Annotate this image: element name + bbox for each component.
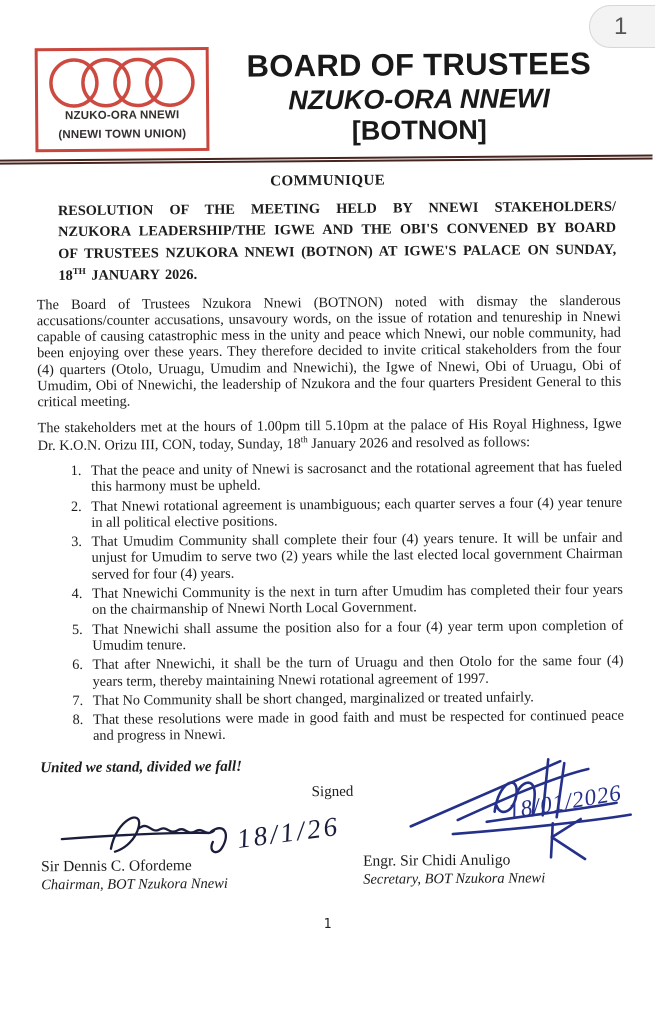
secretary-signature-block — [362, 779, 655, 888]
signed-label: Signed — [311, 783, 354, 800]
chairman-name: Sir Dennis C. Ofordeme — [41, 856, 192, 875]
page-number: 1 — [323, 917, 332, 932]
paragraph2-text: The stakeholders met at the hours of 1.00pm till 5.10pm at the palace of His Royal Highness, Igwe Dr. K.O.N. Orizu III, CON, today, Sunday, 18 — [37, 415, 622, 454]
resolution-item: 7. That No Community shall be short changed, marginalized or treated unfairly. — [87, 689, 624, 710]
chairman-signature-image — [59, 803, 254, 857]
resolution-item: 5. That Nnewichi shall assume the position also for a four (4) year term upon completion of Umudim tenure. — [86, 617, 623, 654]
body-paragraph-1: The Board of Trustees Nzukora Nnewi (BOTNON) noted with dismay the slanderous accusations/counter accusations, unsavoury words, on the issue of rotation and tenureship in Nnewi capable of causing catastrophic mess in the unity and peace which Nnewi, our noble community, had been enjoying over these years. They therefore decided to invite critical stakeholders from the four (4) quarters (Otolo, Uruagu, Umudim and Nnewichi), the Igwe of Nnewi, Obi of Uruagu, Obi of Umudim, Obi of Nnewichi, the leadership of Nzukora and the four quarters President General to this critical meeting. — [36, 292, 622, 411]
paragraph2-ordinal-suffix: th — [300, 434, 308, 445]
resolution-item: 1. That the peace and unity of Nnewi is sacrosanct and the rotational agreement that has fueled this harmony must be upheld. — [85, 459, 622, 496]
subject-ordinal-suffix: TH — [72, 266, 86, 277]
page-count-badge — [589, 5, 655, 48]
resolutions-list — [38, 459, 624, 745]
letterhead-line3: [BOTNON] — [351, 114, 487, 146]
subject-text: RESOLUTION OF THE MEETING HELD BY NNEWI STAKEHOLDERS/ NZUKORA LEADERSHIP/THE IGWE AND THE OBI'S CONVENED BY BOARD OF TRUSTEES NZUKORA NNEWI (BOTNON) AT IGWE'S PALACE ON SUNDAY, 18 — [57, 198, 617, 285]
paragraph2-text-tail: January 2026 and resolved as follows: — [307, 434, 531, 452]
subject-text-tail: JANUARY 2026. — [85, 267, 198, 284]
body-paragraph-2 — [38, 415, 622, 454]
letterhead-line1: BOARD OF TRUSTEES — [246, 45, 592, 84]
logo-org-name: NZUKO-ORA NNEWI — [64, 109, 180, 123]
resolution-item: 4. That Nnewichi Community is the next in turn after Umudim has completed their four years on the chairmanship of Nnewi North Local Government. — [86, 582, 623, 619]
resolution-item: 6. That after Nnewichi, it shall be the turn of Uruagu and then Otolo for the same four (4) years term, thereby maintaining Nnewi rotational agreement of 1997. — [86, 653, 623, 690]
secretary-handwritten-date: 18/01/2026 — [506, 779, 624, 824]
communique-heading: COMMUNIQUE — [270, 172, 386, 190]
logo-rings-icon — [46, 55, 198, 110]
page-count-label: 1 — [614, 12, 628, 40]
chairman-handwritten-date: 18/1/26 — [235, 810, 342, 854]
subject-heading — [58, 197, 617, 288]
org-logo — [35, 47, 210, 152]
header-divider — [0, 154, 653, 164]
resolution-item: 8. That these resolutions were made in good faith and must be respected for continued peace and progress in Nnewi. — [87, 708, 624, 745]
resolution-item: 3. That Umudim Community shall complete their four (4) years tenure. It will be unfair and unjust for Umudim to serve two (2) years while the last elected local government Chairman served for four (4) years. — [85, 530, 622, 583]
document-header — [35, 44, 620, 153]
chairman-title: Chairman, BOT Nzukora Nnewi — [41, 875, 228, 893]
letterhead-line2: NZUKO-ORA NNEWI — [288, 83, 550, 116]
chairman-signature-block — [41, 803, 342, 894]
motto-line: United we stand, divided we fall! — [40, 758, 243, 776]
secretary-name: Engr. Sir Chidi Anuligo — [362, 851, 511, 870]
communique-document — [35, 44, 626, 905]
logo-org-subtitle: (NNEWI TOWN UNION) — [58, 128, 187, 142]
secretary-title: Secretary, BOT Nzukora Nnewi — [363, 870, 546, 888]
letterhead-title — [219, 44, 620, 151]
resolution-item: 2. That Nnewi rotational agreement is unambiguous; each quarter serves a four (4) year tenure in all political elective positions. — [85, 494, 622, 531]
